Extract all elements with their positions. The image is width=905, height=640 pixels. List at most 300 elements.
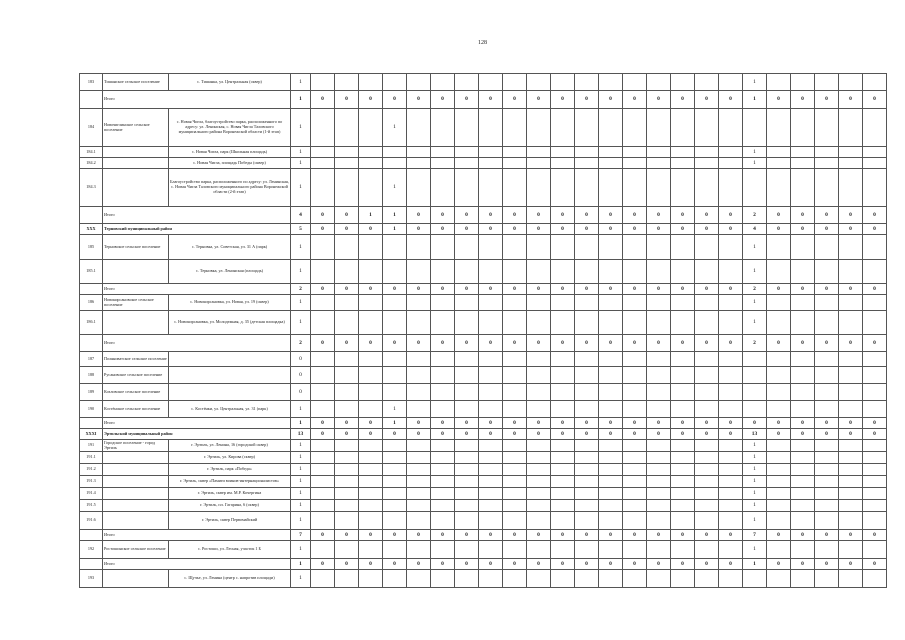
value-cell: 0 [599, 418, 623, 429]
settlement-name [103, 311, 169, 335]
value-cell: 0 [479, 429, 503, 440]
settlement-name: Терновский муниципальный район [103, 224, 291, 235]
value-cell: 0 [407, 224, 431, 235]
value-cell: 0 [407, 429, 431, 440]
row-code: 183 [80, 74, 103, 91]
value-cell [527, 295, 551, 311]
value-cell: 0 [527, 224, 551, 235]
value-cell [719, 452, 743, 464]
value-cell [527, 512, 551, 530]
value-cell [359, 570, 383, 588]
table-row [80, 207, 887, 224]
value-cell [551, 452, 575, 464]
value-cell [455, 169, 479, 207]
value-cell: 0 [311, 530, 335, 541]
value-cell [407, 476, 431, 488]
value-cell: 1 [743, 476, 767, 488]
row-code: XXXI [80, 429, 103, 440]
row-code: 185 [80, 235, 103, 260]
value-cell: 0 [623, 224, 647, 235]
settlement-name: Ростошинское сельское поселение [103, 541, 169, 559]
value-cell: 0 [431, 429, 455, 440]
value-cell: 0 [791, 91, 815, 109]
value-cell [383, 367, 407, 384]
row-code: 191.5 [80, 500, 103, 512]
value-cell [839, 169, 863, 207]
value-cell [503, 352, 527, 367]
value-cell [695, 295, 719, 311]
value-cell: 0 [431, 207, 455, 224]
value-cell [719, 384, 743, 401]
value-cell: 0 [479, 530, 503, 541]
value-cell [863, 464, 887, 476]
value-cell: 0 [311, 91, 335, 109]
address-cell: с. Костёнки, ул. Центральная, ул. 31 (парк) [169, 401, 291, 418]
value-cell [695, 260, 719, 284]
value-cell: 1 [743, 464, 767, 476]
value-cell [791, 384, 815, 401]
value-cell [767, 169, 791, 207]
value-cell [839, 464, 863, 476]
value-cell: 0 [839, 429, 863, 440]
value-cell [863, 74, 887, 91]
value-cell: 0 [431, 284, 455, 295]
value-cell: 1 [291, 418, 311, 429]
table-row [80, 429, 887, 440]
value-cell: 0 [551, 224, 575, 235]
value-cell: 0 [815, 559, 839, 570]
value-cell [335, 512, 359, 530]
value-cell [695, 74, 719, 91]
value-cell [575, 476, 599, 488]
value-cell [503, 147, 527, 158]
value-cell [503, 570, 527, 588]
value-cell [743, 352, 767, 367]
value-cell [359, 541, 383, 559]
value-cell [455, 464, 479, 476]
table-row [80, 512, 887, 530]
value-cell [503, 260, 527, 284]
value-cell [527, 367, 551, 384]
value-cell [767, 158, 791, 169]
value-cell: 0 [815, 284, 839, 295]
value-cell [695, 512, 719, 530]
value-cell [431, 158, 455, 169]
value-cell [359, 476, 383, 488]
value-cell [407, 541, 431, 559]
value-cell [431, 440, 455, 452]
value-cell [767, 570, 791, 588]
value-cell [599, 384, 623, 401]
row-code [80, 207, 103, 224]
value-cell [671, 147, 695, 158]
value-cell [383, 235, 407, 260]
settlement-name [103, 476, 169, 488]
value-cell [455, 541, 479, 559]
value-cell [431, 74, 455, 91]
value-cell [479, 488, 503, 500]
value-cell [839, 401, 863, 418]
table-row [80, 295, 887, 311]
row-code: 191.1 [80, 452, 103, 464]
value-cell [623, 367, 647, 384]
value-cell [767, 452, 791, 464]
value-cell [479, 169, 503, 207]
value-cell [407, 488, 431, 500]
value-cell [647, 367, 671, 384]
value-cell [647, 352, 671, 367]
value-cell: 0 [551, 91, 575, 109]
value-cell: 0 [599, 224, 623, 235]
value-cell [671, 295, 695, 311]
value-cell [527, 158, 551, 169]
value-cell [863, 169, 887, 207]
value-cell: 0 [671, 530, 695, 541]
value-cell: 0 [767, 530, 791, 541]
value-cell: 0 [527, 418, 551, 429]
value-cell: 0 [671, 335, 695, 352]
value-cell [551, 512, 575, 530]
value-cell [527, 440, 551, 452]
value-cell [719, 260, 743, 284]
value-cell [791, 74, 815, 91]
value-cell [431, 367, 455, 384]
value-cell [407, 464, 431, 476]
value-cell: 0 [647, 284, 671, 295]
value-cell [455, 500, 479, 512]
value-cell: 2 [291, 335, 311, 352]
address-cell: г. Эртиль, ул. Кирова (сквер) [169, 452, 291, 464]
value-cell [479, 401, 503, 418]
value-cell: 0 [575, 559, 599, 570]
value-cell: 0 [695, 284, 719, 295]
value-cell [407, 352, 431, 367]
value-cell: 0 [551, 207, 575, 224]
value-cell: 0 [311, 335, 335, 352]
address-cell: с. Новокирсановка, ул. Молодежная, д. 35 (детская площадка) [169, 311, 291, 335]
value-cell [335, 440, 359, 452]
value-cell: 1 [291, 488, 311, 500]
value-cell [671, 260, 695, 284]
value-cell: 0 [695, 418, 719, 429]
value-cell [815, 570, 839, 588]
value-cell [311, 488, 335, 500]
settlement-name: Эртильский муниципальный район [103, 429, 291, 440]
value-cell: 0 [791, 559, 815, 570]
value-cell: 0 [455, 284, 479, 295]
row-code [80, 284, 103, 295]
value-cell [863, 512, 887, 530]
row-code: 191.3 [80, 476, 103, 488]
value-cell [767, 352, 791, 367]
value-cell [311, 367, 335, 384]
value-cell: 0 [479, 418, 503, 429]
value-cell [623, 384, 647, 401]
value-cell [311, 570, 335, 588]
row-code: 186.1 [80, 311, 103, 335]
value-cell [479, 147, 503, 158]
value-cell [791, 440, 815, 452]
value-cell [407, 147, 431, 158]
value-cell [359, 500, 383, 512]
value-cell [359, 488, 383, 500]
value-cell [719, 476, 743, 488]
value-cell: 0 [311, 224, 335, 235]
value-cell [359, 512, 383, 530]
value-cell [359, 109, 383, 147]
address-cell: г. Эртиль, сквер Первомайский [169, 512, 291, 530]
value-cell [359, 158, 383, 169]
value-cell: 0 [575, 91, 599, 109]
value-cell [383, 541, 407, 559]
value-cell [431, 235, 455, 260]
value-cell [455, 158, 479, 169]
value-cell: 0 [335, 335, 359, 352]
value-cell [647, 295, 671, 311]
value-cell [479, 295, 503, 311]
value-cell: 0 [719, 418, 743, 429]
value-cell: 0 [767, 559, 791, 570]
value-cell [407, 169, 431, 207]
value-cell [599, 235, 623, 260]
value-cell: 0 [647, 224, 671, 235]
value-cell [671, 541, 695, 559]
value-cell: 0 [767, 284, 791, 295]
value-cell: 0 [863, 284, 887, 295]
value-cell [863, 352, 887, 367]
value-cell [815, 352, 839, 367]
value-cell [695, 384, 719, 401]
table-row [80, 500, 887, 512]
value-cell [599, 452, 623, 464]
row-code: 191.2 [80, 464, 103, 476]
value-cell: 0 [599, 335, 623, 352]
value-cell [575, 541, 599, 559]
value-cell: 0 [431, 530, 455, 541]
row-code: 191 [80, 440, 103, 452]
value-cell: 0 [815, 530, 839, 541]
value-cell: 0 [551, 559, 575, 570]
value-cell: 1 [291, 500, 311, 512]
value-cell [647, 109, 671, 147]
settlement-name [103, 169, 169, 207]
value-cell [335, 464, 359, 476]
value-cell [575, 401, 599, 418]
value-cell [479, 541, 503, 559]
value-cell: 0 [455, 418, 479, 429]
value-cell [503, 476, 527, 488]
value-cell: 0 [839, 224, 863, 235]
address-cell: г. Эртиль, ул. Ленина, 16 (городской сквер) [169, 440, 291, 452]
value-cell [815, 74, 839, 91]
settlement-name [103, 512, 169, 530]
value-cell [863, 384, 887, 401]
value-cell: 0 [695, 224, 719, 235]
value-cell: 0 [791, 530, 815, 541]
value-cell [695, 367, 719, 384]
value-cell [575, 169, 599, 207]
value-cell [863, 452, 887, 464]
value-cell [335, 541, 359, 559]
value-cell [503, 311, 527, 335]
value-cell [551, 109, 575, 147]
value-cell [431, 452, 455, 464]
value-cell [383, 384, 407, 401]
value-cell [311, 158, 335, 169]
settlement-name [103, 464, 169, 476]
value-cell: 0 [719, 530, 743, 541]
table-row [80, 335, 887, 352]
value-cell [815, 476, 839, 488]
value-cell [383, 147, 407, 158]
value-cell [551, 488, 575, 500]
value-cell [671, 401, 695, 418]
value-cell [479, 440, 503, 452]
value-cell [551, 74, 575, 91]
value-cell [575, 260, 599, 284]
value-cell: 2 [743, 284, 767, 295]
value-cell [551, 541, 575, 559]
address-cell: с. Новокирсановка, ул. Новая, ул. 19 (сквер) [169, 295, 291, 311]
value-cell [599, 260, 623, 284]
value-cell [383, 74, 407, 91]
value-cell [863, 401, 887, 418]
value-cell [551, 476, 575, 488]
value-cell [335, 109, 359, 147]
value-cell: 0 [335, 530, 359, 541]
value-cell [671, 452, 695, 464]
table-row [80, 158, 887, 169]
value-cell [671, 109, 695, 147]
value-cell [503, 500, 527, 512]
value-cell [575, 235, 599, 260]
value-cell [479, 109, 503, 147]
value-cell [407, 158, 431, 169]
value-cell [551, 295, 575, 311]
value-cell [623, 147, 647, 158]
row-code: 189 [80, 384, 103, 401]
settlement-name: Терновское сельское поселение [103, 235, 169, 260]
value-cell [647, 401, 671, 418]
value-cell: 0 [527, 429, 551, 440]
table-row [80, 559, 887, 570]
value-cell: 0 [839, 335, 863, 352]
value-cell: 0 [815, 418, 839, 429]
value-cell: 0 [599, 530, 623, 541]
value-cell [407, 295, 431, 311]
value-cell: 0 [839, 559, 863, 570]
value-cell [671, 367, 695, 384]
value-cell: 0 [791, 207, 815, 224]
value-cell [599, 488, 623, 500]
value-cell [431, 488, 455, 500]
value-cell: 0 [455, 224, 479, 235]
value-cell: 0 [863, 418, 887, 429]
value-cell: 4 [743, 224, 767, 235]
value-cell [479, 158, 503, 169]
value-cell: 0 [407, 559, 431, 570]
value-cell: 0 [695, 91, 719, 109]
value-cell [839, 512, 863, 530]
value-cell [623, 352, 647, 367]
settlement-name [103, 488, 169, 500]
table-row [80, 401, 887, 418]
value-cell: 0 [575, 224, 599, 235]
value-cell: 1 [291, 109, 311, 147]
row-code [80, 335, 103, 352]
value-cell [527, 401, 551, 418]
value-cell [671, 74, 695, 91]
settlement-name: Русановское сельское поселение [103, 367, 169, 384]
row-code: 186 [80, 295, 103, 311]
value-cell: 0 [719, 284, 743, 295]
value-cell [527, 570, 551, 588]
value-cell: 0 [647, 335, 671, 352]
value-cell: 0 [599, 284, 623, 295]
value-cell [575, 384, 599, 401]
value-cell [503, 384, 527, 401]
value-cell: 0 [311, 418, 335, 429]
value-cell [767, 147, 791, 158]
value-cell [455, 440, 479, 452]
value-cell [311, 169, 335, 207]
settlement-name: Поляноватское сельское поселение [103, 352, 169, 367]
value-cell [743, 570, 767, 588]
table-row [80, 367, 887, 384]
table-row [80, 384, 887, 401]
value-cell [335, 367, 359, 384]
value-cell [815, 147, 839, 158]
value-cell [647, 158, 671, 169]
value-cell [767, 311, 791, 335]
settlement-name [103, 158, 169, 169]
value-cell [311, 311, 335, 335]
value-cell [863, 109, 887, 147]
value-cell [335, 500, 359, 512]
value-cell [335, 452, 359, 464]
value-cell [791, 147, 815, 158]
value-cell [647, 147, 671, 158]
address-cell: с. Новая Чигла, площадь Победы (сквер) [169, 158, 291, 169]
value-cell [839, 147, 863, 158]
value-cell [479, 311, 503, 335]
value-cell [383, 476, 407, 488]
address-cell: с. Терновка, ул. Советская, ул. 31 А (парк) [169, 235, 291, 260]
value-cell: 0 [767, 224, 791, 235]
value-cell [335, 235, 359, 260]
value-cell: 0 [623, 559, 647, 570]
value-cell [431, 512, 455, 530]
value-cell: 0 [671, 418, 695, 429]
value-cell [311, 74, 335, 91]
value-cell [311, 464, 335, 476]
value-cell [695, 452, 719, 464]
value-cell: 0 [551, 429, 575, 440]
value-cell: 0 [527, 335, 551, 352]
value-cell: 1 [383, 109, 407, 147]
value-cell: 1 [291, 311, 311, 335]
value-cell [743, 401, 767, 418]
value-cell [695, 169, 719, 207]
value-cell: 0 [671, 207, 695, 224]
value-cell [551, 169, 575, 207]
value-cell [503, 440, 527, 452]
value-cell: 0 [383, 429, 407, 440]
value-cell [623, 488, 647, 500]
value-cell [623, 512, 647, 530]
value-cell: 0 [407, 91, 431, 109]
value-cell: 13 [743, 429, 767, 440]
